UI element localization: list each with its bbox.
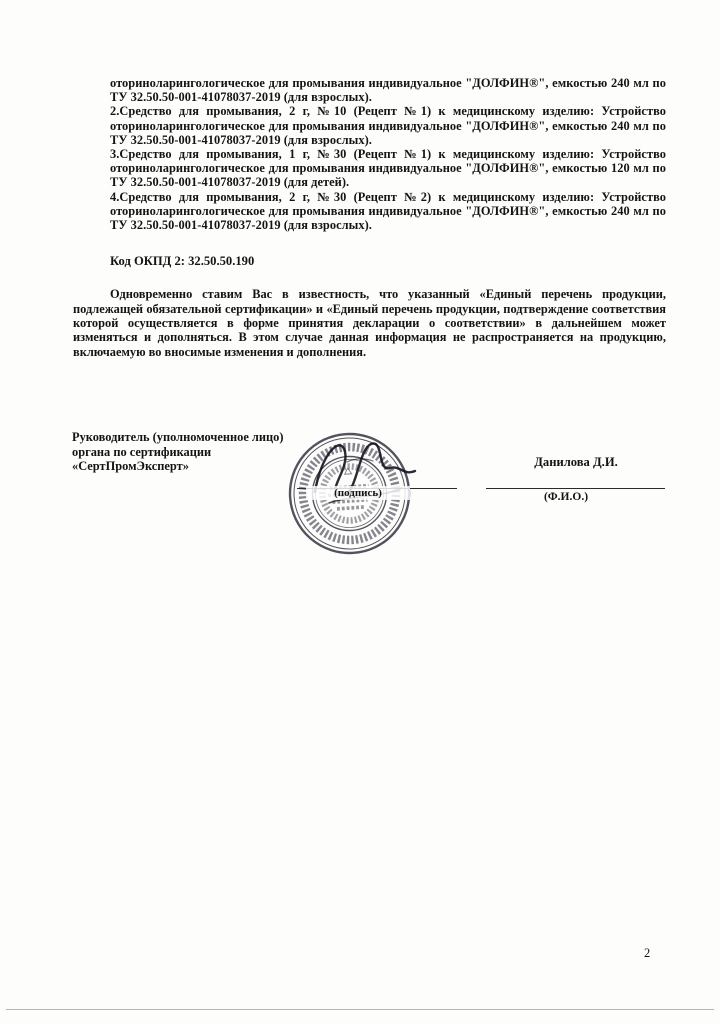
name-caption: (Ф.И.О.) bbox=[543, 491, 589, 503]
name-line bbox=[486, 488, 665, 489]
scan-artifact-line bbox=[6, 1009, 714, 1010]
signatory-name: Данилова Д.И. bbox=[534, 455, 618, 469]
okpd-code-line: Код ОКПД 2: 32.50.50.190 bbox=[110, 254, 255, 269]
signatory-org-name: «СертПромЭксперт» bbox=[72, 459, 189, 474]
product-list-section bbox=[73, 76, 666, 359]
product-item-2: 2.Средство для промывания, 2 г, №10 (Рецепт №1) к медицинскому изделию: Устройство оториноларингологическое для промывания индивидуальное "ДОЛФИН®", емкостью 240 мл по ТУ 32.50.50-001-41078037-2019 (для взрослых). bbox=[110, 104, 666, 147]
product-item-4: 4.Средство для промывания, 2 г, №30 (Рецепт №2) к медицинскому изделию: Устройство оториноларингологическое для промывания индивидуальное "ДОЛФИН®", емкостью 240 мл по ТУ 32.50.50-001-41078037-2019 (для взрослых). bbox=[110, 189, 666, 233]
signatory-role-block bbox=[72, 430, 283, 474]
item-1-continuation-text: оториноларингологическое для промывания индивидуальное "ДОЛФИН®", емкостью 240 мл по ТУ 32.50.50-001-41078037-2019 (для взрослых). bbox=[110, 76, 666, 105]
signatory-role-line-1: Руководитель (уполномоченное лицо) bbox=[72, 430, 284, 444]
product-item-3: 3.Средство для промывания, 1 г, №30 (Рецепт №1) к медицинскому изделию: Устройство оториноларингологическое для промывания индивидуальное "ДОЛФИН®", емкостью 120 мл по ТУ 32.50.50-001-41078037-2019 (для детей). bbox=[110, 147, 666, 190]
signature-caption: (подпись) bbox=[306, 486, 410, 500]
handwritten-signature-icon bbox=[299, 424, 421, 516]
notice-paragraph: Одновременно ставим Вас в известность, что указанный «Единый перечень продукции, подлежащей обязательной сертификации» и «Единый перечень продукции, подтверждение соответствия которой осуществляется в форме принятия декларации о соответствии» в дальнейшем может изменяться и дополняться. В этом случае данная информация не распространяется на продукцию, включаемую во вносимые изменения и дополнения. bbox=[73, 287, 666, 359]
signatory-role-line-2: органа по сертификации bbox=[72, 444, 212, 459]
page-number: 2 bbox=[644, 946, 651, 960]
